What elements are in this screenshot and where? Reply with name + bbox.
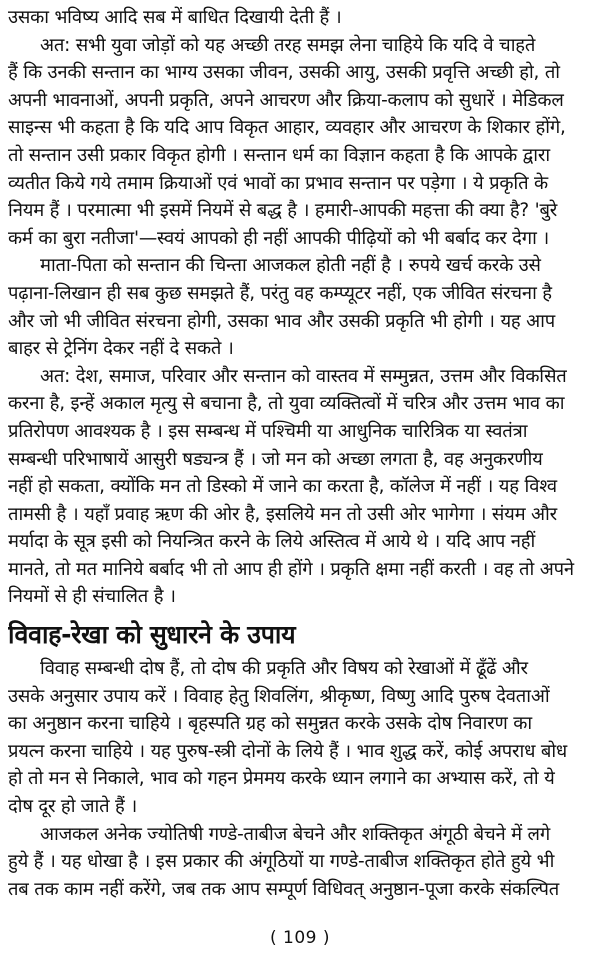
text-line: आजकल अनेक ज्योतिषी गण्डे-ताबीज बेचने और शक्तिकृत अंगूठी बेचने में लगे <box>40 823 550 845</box>
text-line: नियमों से ही संचालित है । <box>8 586 176 608</box>
text-line: उसके अनुसार उपाय करें । विवाह हेतु शिवलिंग, श्रीकृष्ण, विष्णु आदि पुरुष देवताओं <box>8 685 550 707</box>
text-line: अत: सभी युवा जोड़ों को यह अच्छी तरह समझ लेना चाहिये कि यदि वे चाहते <box>40 34 536 56</box>
text-line: का अनुष्ठान करना चाहिये । बृहस्पति ग्रह को समुन्नत करके उसके दोष निवारण का <box>8 713 532 735</box>
text-line: प्रयत्न करना चाहिये । यह पुरुष-स्त्री दोनों के लिये हैं । भाव शुद्ध करें, कोई अपराध बोध <box>8 740 567 762</box>
text-line: व्यतीत किये गये तमाम क्रियाओं एवं भावों का प्रभाव सन्तान पर पड़ेगा । ये प्रकृति के <box>8 172 548 194</box>
body-text-bottom <box>8 655 592 903</box>
text-line: हुये हैं । यह धोखा है । इस प्रकार की अंगूठियों या गण्डे-ताबीज शक्तिकृत होते हुये भी <box>8 851 555 873</box>
text-line: सम्बन्धी परिभाषायें आसुरी षड्यन्त्र हैं । जो मन को अच्छा लगता है, वह अनुकरणीय <box>8 448 543 470</box>
text-line: उसका भविष्य आदि सब में बाधित दिखायी देती हैं । <box>8 7 342 28</box>
text-line: बाहर से ट्रेनिंग देकर नहीं दे सकते । <box>8 338 234 360</box>
text-line: तो सन्तान उसी प्रकार विकृत होगी । सन्तान धर्म का विज्ञान कहता है कि आपके द्वारा <box>8 144 550 166</box>
text-line: नहीं हो सकता, क्योंकि मन तो डिस्को में जाने का करता है, कॉलेज में नहीं । यह विश्व <box>8 476 557 498</box>
text-line: हैं कि उनकी सन्तान का भाग्य उसका जीवन, उसकी आयु, उसकी प्रवृत्ति अच्छी हो, तो <box>8 62 560 84</box>
body-text-top <box>8 4 592 611</box>
text-line: नियम हैं । परमात्मा भी इसमें नियमें से बद्ध है । हमारी-आपकी महत्ता की क्या है? 'बुरे <box>8 200 558 222</box>
text-line: हो तो मन से निकाले, भाव को गहन प्रेममय करके ध्यान लगाने का अभ्यास करें, तो ये <box>8 768 555 790</box>
text-line: पढ़ाना-लिखान ही सब कुछ समझते हैं, परंतु वह कम्प्यूटर नहीं, एक जीवित संरचना है <box>8 282 552 304</box>
text-line: मर्यादा के सूत्र इसी को नियन्त्रित करने के लिये अस्तित्व में आये थे । यदि आप नहीं <box>8 531 536 553</box>
text-line: विवाह सम्बन्धी दोष हैं, तो दोष की प्रकृति और विषय को रेखाओं में ढूँढें और <box>40 658 528 680</box>
text-line: तब तक काम नहीं करेंगे, जब तक आप सम्पूर्ण विधिवत् अनुष्ठान-पूजा करके संकल्पित <box>8 878 560 900</box>
text-line: अपनी भावनाओं, अपनी प्रकृति, अपने आचरण और क्रिया-कलाप को सुधारें । मेडिकल <box>8 89 564 111</box>
page-number: ( 109 ) <box>269 928 331 948</box>
text-line: प्रतिरोपण आवश्यक है । इस सम्बन्ध में पश्चिमी या आधुनिक चारित्रिक या स्वतंत्रा <box>8 420 528 442</box>
text-line: करना है, इन्हें अकाल मृत्यु से बचाना है, तो युवा व्यक्तित्वों में चरित्र और उत्तम भाव का <box>8 393 565 415</box>
text-line: तामसी है । यहाँ प्रवाह ऋण की ओर है, इसलिये मन तो उसी ओर भागेगा । संयम और <box>8 503 557 525</box>
text-line: मानते, तो मत मानिये बर्बाद भी तो आप ही होंगे । प्रकृति क्षमा नहीं करती । वह तो अपने <box>8 558 574 580</box>
text-line: दोष दूर हो जाते हैं । <box>8 796 138 818</box>
text-line: अत: देश, समाज, परिवार और सन्तान को वास्तव में सम्मुन्नत, उत्तम और विकसित <box>40 365 567 387</box>
text-line: कर्म का बुरा नतीजा'—स्वयं आपको ही नहीं आपकी पीढ़ियों को भी बर्बाद कर देगा । <box>8 227 550 249</box>
section-heading: विवाह-रेखा को सुधारने के उपाय <box>8 620 296 650</box>
text-line: साइन्स भी कहता है कि यदि आप विकृत आहार, व्यवहार और आचरण के शिकार होंगे, <box>8 117 566 139</box>
text-line: और जो भी जीवित संरचना होगी, उसका भाव और उसकी प्रकृति भी होगी । यह आप <box>8 310 555 332</box>
text-line: माता-पिता को सन्तान की चिन्ता आजकल होती नहीं है । रुपये खर्च करके उसे <box>40 255 541 277</box>
